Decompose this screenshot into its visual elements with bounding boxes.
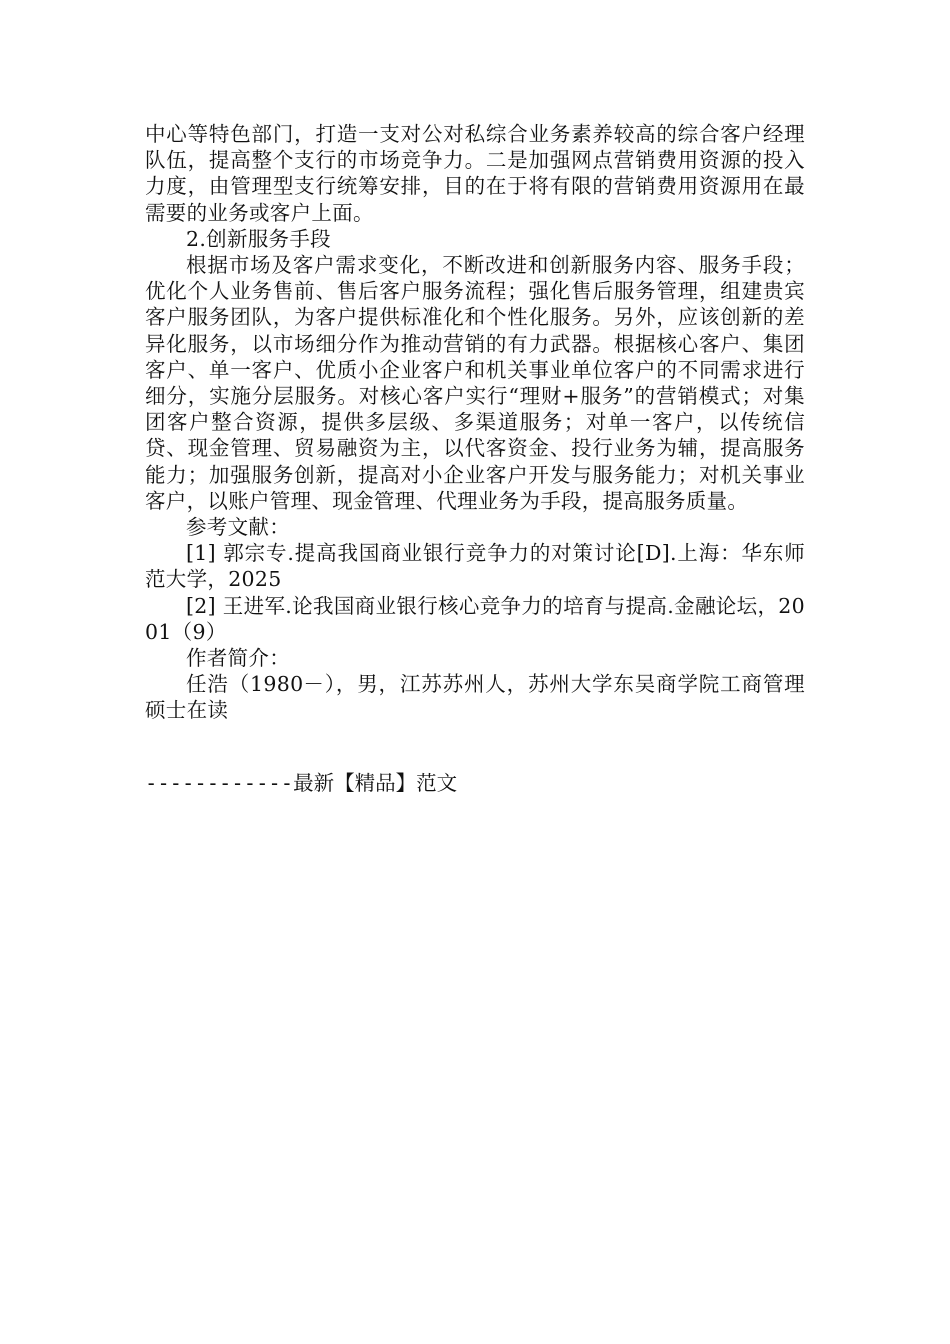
reference-item-2: [2] 王进军.论我国商业银行核心竞争力的培育与提高.金融论坛，2001（9） <box>145 593 805 644</box>
author-bio-heading: 作者简介： <box>186 646 290 671</box>
paragraph-intro-continued: 中心等特色部门，打造一支对公对私综合业务素养较高的综合客户经理队伍，提高整个支行的市场竞争力。二是加强网点营销费用资源的投入力度，由管理型支行统筹安排，目的在于将有限的营销费用资源用在最需要的业务或客户上面。 <box>145 122 805 225</box>
paragraph-service-innovation: 根据市场及客户需求变化，不断改进和创新服务内容、服务手段；优化个人业务售前、售后客户服务流程；强化售后服务管理，组建贵宾客户服务团队，为客户提供标准化和个性化服务。另外，应该创新的差异化服务，以市场细分作为推动营销的有力武器。根据核心客户、集团客户、单一客户、优质小企业客户和机关事业单位客户的不同需求进行细分，实施分层服务。对核心客户实行“理财+服务”的营销模式；对集团客户整合资源，提供多层级、多渠道服务；对单一客户，以传统信贷、现金管理、贸易融资为主，以代客资金、投行业务为辅，提高服务能力；加强服务创新，提高对小企业客户开发与服务能力；对机关事业客户，以账户管理、现金管理、代理业务为手段，提高服务质量。 <box>145 253 805 513</box>
author-bio-text: 任浩（1980－），男，江苏苏州人，苏州大学东吴商学院工商管理硕士在读 <box>145 672 805 723</box>
document-body <box>145 121 805 724</box>
references-heading: 参考文献： <box>186 515 290 540</box>
footer-note: ------------最新【精品】范文 <box>145 771 458 795</box>
reference-item-1: [1] 郭宗专.提高我国商业银行竞争力的对策讨论[D].上海：华东师范大学，2025 <box>145 541 805 592</box>
section-heading-innovate-service: 2.创新服务手段 <box>186 226 331 251</box>
